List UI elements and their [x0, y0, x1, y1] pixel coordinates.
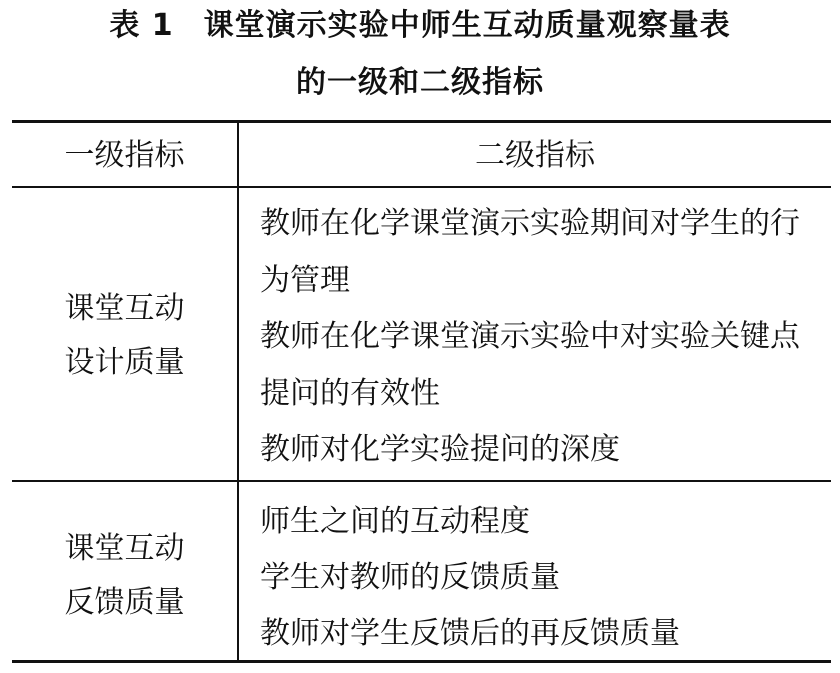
row-1-indicator-1: 教师在化学课堂演示实验期间对学生的行为管理	[260, 206, 800, 298]
row-2-level-2-cell	[260, 494, 826, 662]
table-header-rule	[12, 186, 831, 188]
table-title-line-1: 课堂演示实验中师生互动质量观察量表	[203, 8, 731, 43]
row-1-level-1-line-1: 课堂互动	[64, 291, 185, 326]
row-2-indicator-3: 教师对学生反馈后的再反馈质量	[260, 616, 680, 651]
header-level-1: 一级指标	[64, 138, 185, 173]
table-top-rule	[12, 120, 831, 123]
header-level-2: 二级指标	[475, 138, 595, 173]
table-caption	[0, 6, 840, 46]
row-1-indicator-2: 教师在化学课堂演示实验中对实验关键点提问的有效性	[260, 319, 800, 411]
row-1-level-2-cell	[260, 196, 826, 479]
table-number: 表 1	[109, 8, 174, 43]
row-1-level-1-cell	[12, 282, 237, 390]
table-column-divider	[237, 122, 239, 661]
row-2-level-1-cell	[12, 522, 237, 630]
table-title-line-2: 的一级和二级指标	[296, 65, 544, 100]
row-1-level-1-line-2: 设计质量	[64, 345, 185, 380]
row-1-indicator-3: 教师对化学实验提问的深度	[260, 432, 620, 467]
table-row-divider	[12, 480, 831, 482]
row-2-level-1-line-1: 课堂互动	[64, 531, 185, 566]
row-2-indicator-2: 学生对教师的反馈质量	[260, 560, 560, 595]
row-2-level-1-line-2: 反馈质量	[64, 585, 185, 620]
row-2-indicator-1: 师生之间的互动程度	[260, 504, 530, 539]
